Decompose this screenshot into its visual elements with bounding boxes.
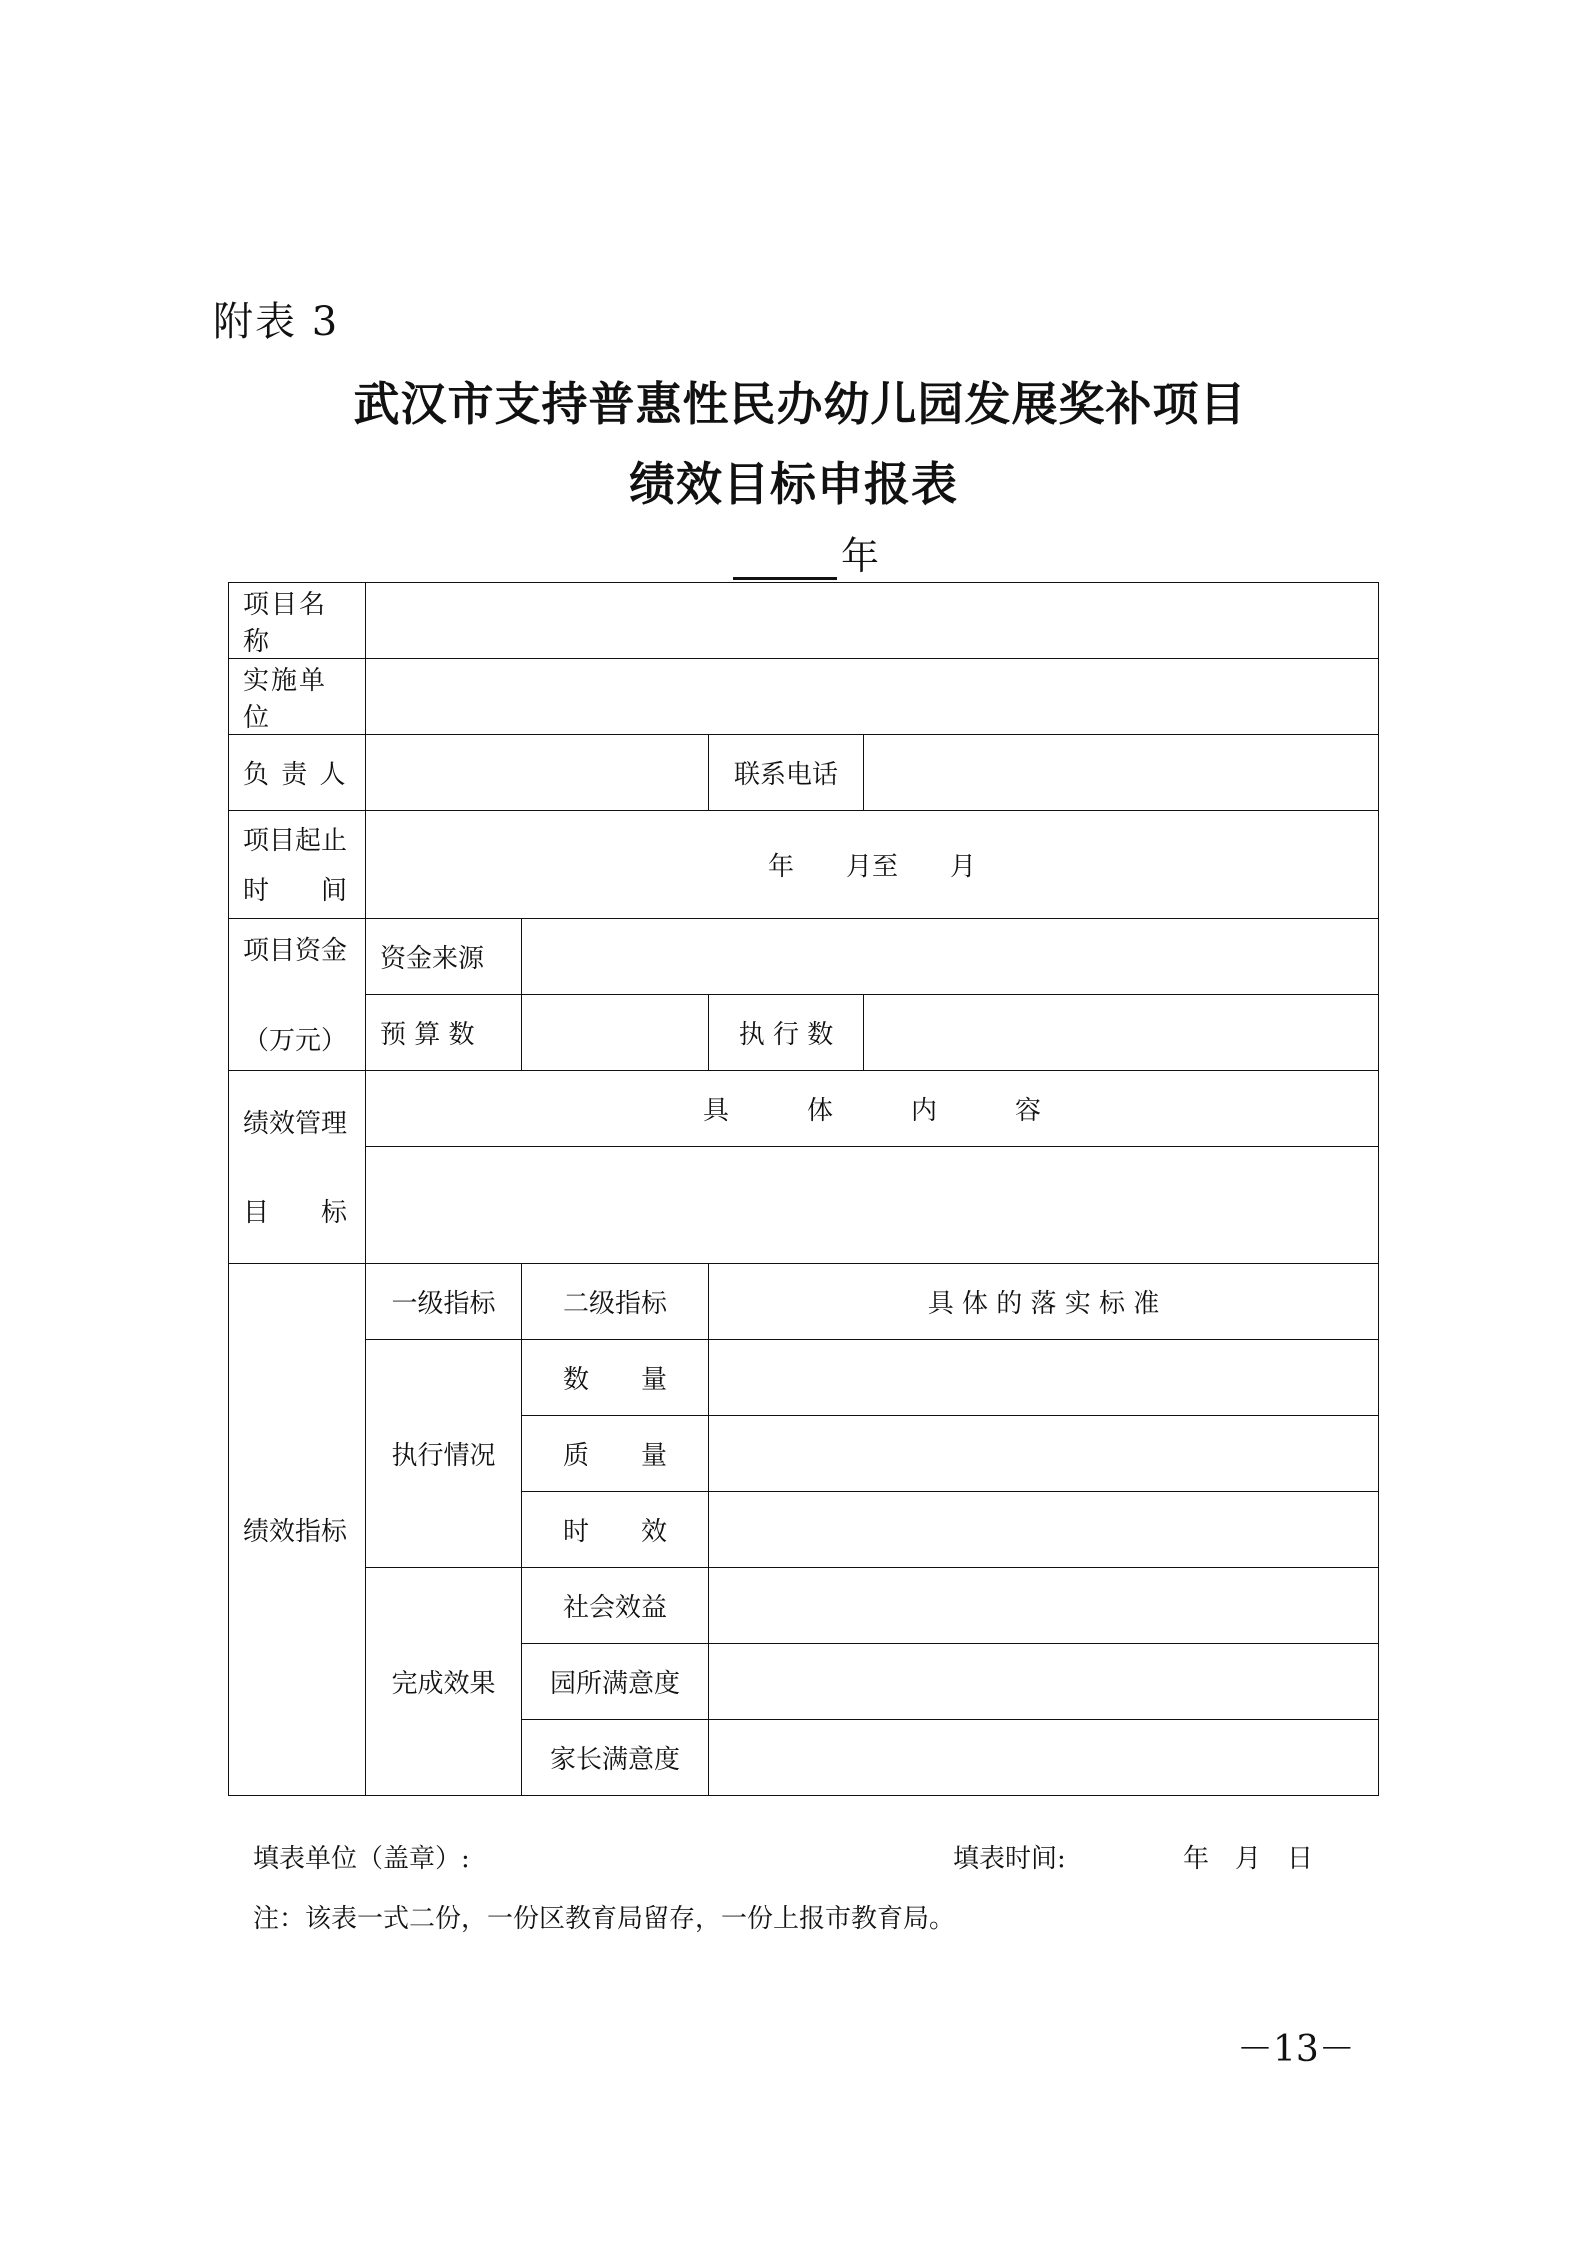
period-label-line-2: 时 间 <box>243 875 348 906</box>
person-field[interactable] <box>366 735 709 811</box>
year-field <box>733 525 879 580</box>
budget-field[interactable] <box>522 995 709 1071</box>
fill-time-label: 填表时间: <box>953 1844 1066 1874</box>
social-benefit-field[interactable] <box>709 1568 1379 1644</box>
kindergarten-satisfaction-field[interactable] <box>709 1644 1379 1720</box>
timeliness-field[interactable] <box>709 1492 1379 1568</box>
performance-goal-form <box>228 582 1379 1796</box>
funds-label <box>229 919 366 1071</box>
year-suffix: 年 <box>841 534 880 578</box>
quality-field[interactable] <box>709 1416 1379 1492</box>
page-number: －13－ <box>1237 2029 1355 2070</box>
parent-satisfaction-field[interactable] <box>709 1720 1379 1796</box>
impl-unit-field[interactable] <box>366 659 1379 735</box>
project-name-field[interactable] <box>366 583 1379 659</box>
quantity-label: 数 量 <box>522 1340 709 1416</box>
mgmt-goal-content-field[interactable] <box>366 1147 1379 1264</box>
footnote: 注：该表一式二份，一份区教育局留存，一份上报市教育局。 <box>253 1904 956 1934</box>
period-label <box>229 811 366 919</box>
fund-source-field[interactable] <box>522 919 1379 995</box>
form-title-line-1: 武汉市支持普惠性民办幼儿园发展奖补项目 <box>353 377 1247 431</box>
completion-label: 完成效果 <box>366 1568 522 1796</box>
impl-unit-label: 实施单位 <box>229 659 366 735</box>
quantity-field[interactable] <box>709 1340 1379 1416</box>
person-label: 负 责 人 <box>229 735 366 811</box>
kindergarten-satisfaction-label: 园所满意度 <box>522 1644 709 1720</box>
fill-date-field[interactable]: 年 月 日 <box>1183 1844 1314 1874</box>
executed-label: 执 行 数 <box>709 995 864 1071</box>
period-field[interactable]: 年 月至 月 <box>366 811 1379 919</box>
funds-label-line-2: （万元） <box>243 1025 348 1056</box>
year-blank[interactable] <box>733 535 837 580</box>
phone-field[interactable] <box>864 735 1379 811</box>
standard-header: 具 体 的 落 实 标 准 <box>709 1264 1379 1340</box>
level2-header: 二级指标 <box>522 1264 709 1340</box>
executed-field[interactable] <box>864 995 1379 1071</box>
content-header: 具 体 内 容 <box>366 1071 1379 1147</box>
project-name-label: 项目名称 <box>229 583 366 659</box>
period-label-line-1: 项目起止 <box>243 826 348 857</box>
fill-unit-label: 填表单位（盖章）: <box>253 1844 470 1874</box>
fund-source-label: 资金来源 <box>366 919 522 995</box>
timeliness-label: 时 效 <box>522 1492 709 1568</box>
parent-satisfaction-label: 家长满意度 <box>522 1720 709 1796</box>
phone-label: 联系电话 <box>709 735 864 811</box>
social-benefit-label: 社会效益 <box>522 1568 709 1644</box>
budget-label: 预 算 数 <box>366 995 522 1071</box>
indicators-label: 绩效指标 <box>229 1264 366 1796</box>
mgmt-goal-label <box>229 1071 366 1264</box>
mgmt-goal-label-line-1: 绩效管理 <box>243 1108 348 1139</box>
attachment-label: 附表 3 <box>213 299 340 345</box>
mgmt-goal-label-line-2: 目 标 <box>243 1198 348 1228</box>
form-title-line-2: 绩效目标申报表 <box>629 457 958 511</box>
execution-label: 执行情况 <box>366 1340 522 1568</box>
funds-label-line-1: 项目资金 <box>243 936 348 967</box>
quality-label: 质 量 <box>522 1416 709 1492</box>
level1-header: 一级指标 <box>366 1264 522 1340</box>
